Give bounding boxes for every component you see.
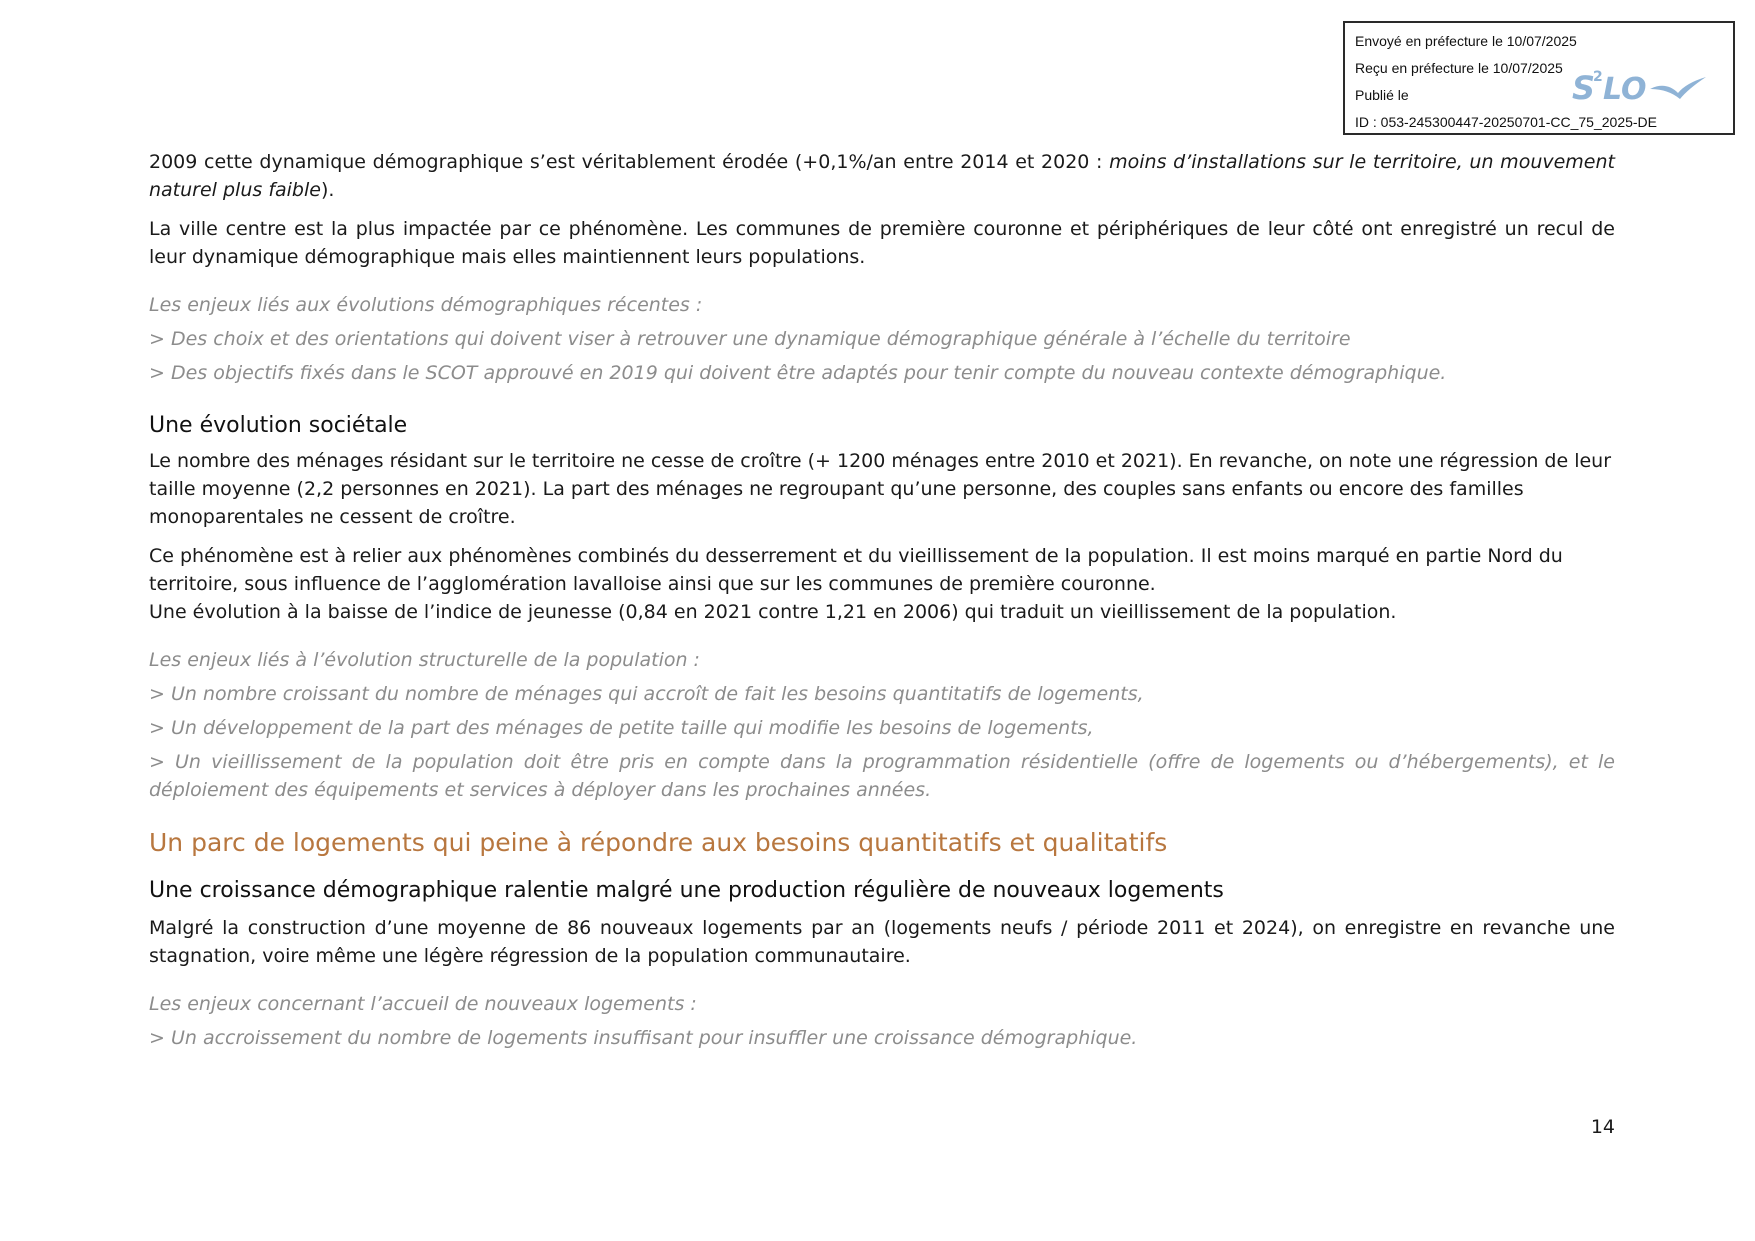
svg-text:LO: LO xyxy=(1603,72,1647,107)
paragraph-ville-centre: La ville centre est la plus impactée par ce phénomène. Les communes de première couronne et périphériques de leur côté ont enregistré un recul de leur dynamique démographique mais elles maintiennent leurs populations. xyxy=(149,218,1615,268)
enjeux-logements-title: Les enjeux concernant l’accueil de nouveaux logements : xyxy=(149,993,697,1015)
stamp-published: Publié le xyxy=(1355,87,1409,103)
stamp-id: ID : 053-245300447-20250701-CC_75_2025-DE xyxy=(1355,114,1657,130)
enjeux-demographiques-item: > Des objectifs fixés dans le SCOT approuvé en 2019 qui doivent être adaptés pour tenir compte du nouveau contexte démographique. xyxy=(149,362,1447,384)
heading-croissance-ralentie: Une croissance démographique ralentie malgré une production régulière de nouveaux logements xyxy=(149,878,1224,903)
enjeux-demographiques-item: > Des choix et des orientations qui doivent viser à retrouver une dynamique démographique générale à l’échelle du territoire xyxy=(149,328,1351,350)
s2lo-logo-icon xyxy=(1570,63,1710,107)
enjeux-structurelle-title: Les enjeux liés à l’évolution structurelle de la population : xyxy=(149,649,700,671)
enjeux-structurelle-item: > Un vieillissement de la population doit être pris en compte dans la programmation résidentielle (offre de logements ou d’hébergements), et le déploiement des équipements et services à déployer dans les prochaines années. xyxy=(149,751,1615,801)
enjeux-logements-item: > Un accroissement du nombre de logements insuffisant pour insuffler une croissance démographique. xyxy=(149,1027,1138,1049)
heading-evolution-societale: Une évolution sociétale xyxy=(149,413,408,438)
enjeux-structurelle-item: > Un développement de la part des ménages de petite taille qui modifie les besoins de logements, xyxy=(149,717,1094,739)
enjeux-demographiques-title: Les enjeux liés aux évolutions démographiques récentes : xyxy=(149,294,703,316)
paragraph-construction: Malgré la construction d’une moyenne de 86 nouveaux logements par an (logements neufs / période 2011 et 2024), on enregistre en revanche une stagnation, voire même une légère régression de la population communautaire. xyxy=(149,917,1615,967)
page-content xyxy=(149,148,1615,1052)
stamp-sent: Envoyé en préfecture le 10/07/2025 xyxy=(1355,33,1577,49)
svg-text:2: 2 xyxy=(1593,69,1603,85)
heading-parc-logements: Un parc de logements qui peine à répondre aux besoins quantitatifs et qualitatifs xyxy=(149,828,1168,857)
paragraph-dynamique-italic: moins d’installations sur le territoire, un mouvement naturel plus faible xyxy=(149,151,1615,201)
paragraph-menages: Le nombre des ménages résidant sur le territoire ne cesse de croître (+ 1200 ménages entre 2010 et 2021). En revanche, on note une régression de leur taille moyenne (2,2 personnes en 2021). La part des ménages ne regroupant qu’une personne, des couples sans enfants ou encore des familles monoparentales ne cessent de croître. xyxy=(149,450,1612,528)
svg-text:S: S xyxy=(1572,69,1596,107)
enjeux-structurelle-item: > Un nombre croissant du nombre de ménages qui accroît de fait les besoins quantitatifs de logements, xyxy=(149,683,1144,705)
paragraph-dynamique xyxy=(149,148,1615,204)
stamp-received: Reçu en préfecture le 10/07/2025 xyxy=(1355,60,1563,76)
page-number: 14 xyxy=(1590,1116,1615,1138)
paragraph-dynamique-text: 2009 cette dynamique démographique s’est véritablement érodée (+0,1%/an entre 2014 et 2020 : xyxy=(149,151,1110,173)
paragraph-dynamique-end: ). xyxy=(320,179,335,201)
paragraph-indice-jeunesse: Une évolution à la baisse de l’indice de jeunesse (0,84 en 2021 contre 1,21 en 2006) qui traduit un vieillissement de la population. xyxy=(149,601,1397,623)
prefecture-stamp xyxy=(1343,21,1735,135)
paragraph-phenomene: Ce phénomène est à relier aux phénomènes combinés du desserrement et du vieillissement de la population. Il est moins marqué en partie Nord du territoire, sous influence de l’agglomération lavalloise ainsi que sur les communes de première couronne. xyxy=(149,545,1563,595)
